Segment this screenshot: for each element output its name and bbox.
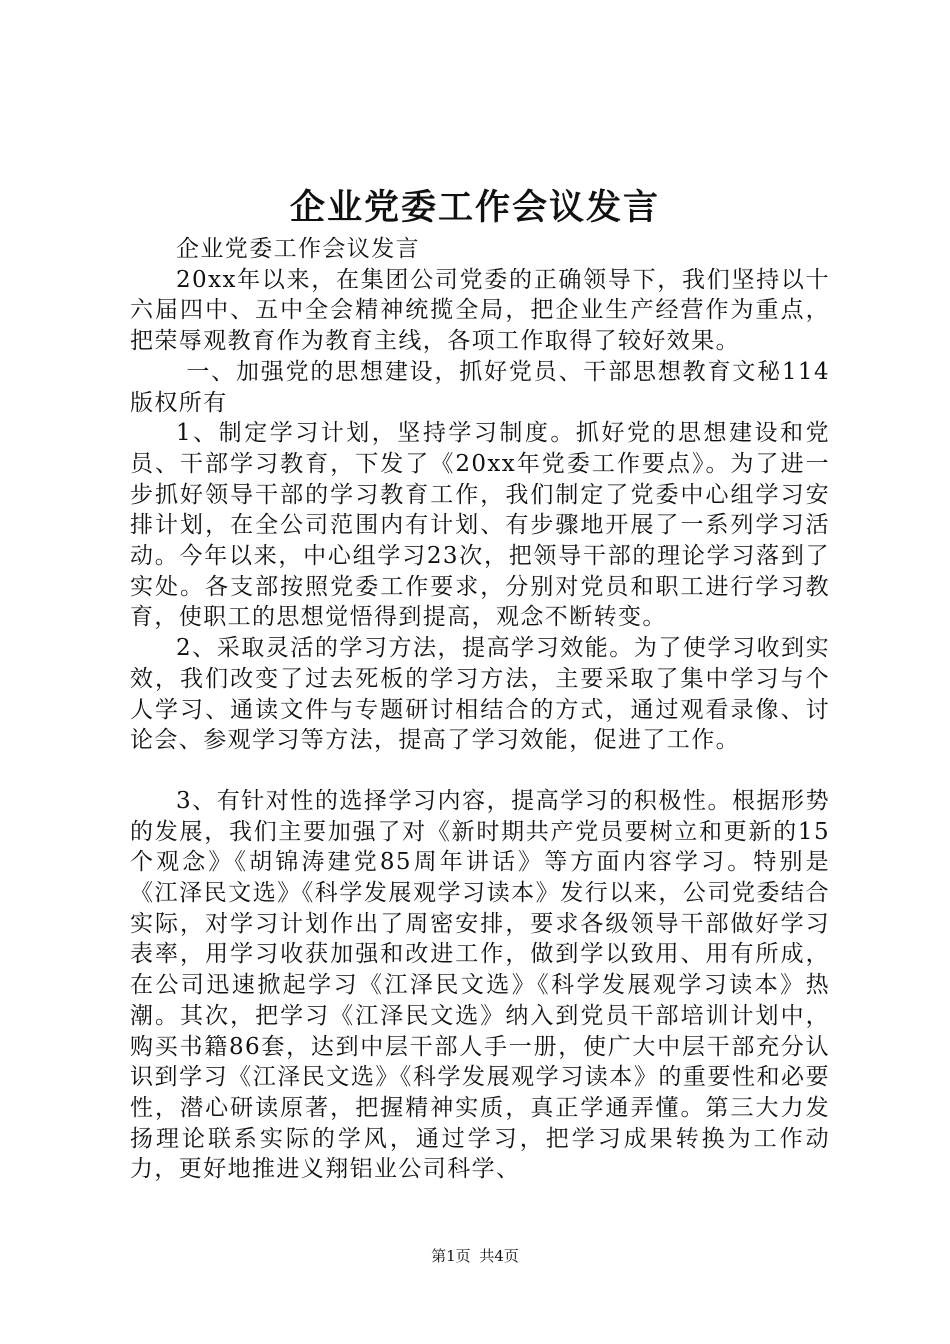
document-title: 企业党委工作会议发言: [289, 187, 660, 228]
paragraph-item-2: 2、采取灵活的学习方法，提高学习效能。为了使学习收到实效，我们改变了过去死板的学习方法，主要采取了集中学习与个人学习、通读文件与专题研讨相结合的方式，通过观看录像、讨论会、参观学习等方法，提高了学习效能，促进了工作。: [130, 635, 830, 754]
section-heading-1: 一、加强党的思想建设，抓好党员、干部思想教育文秘114版权所有: [130, 358, 830, 416]
paragraph-item-3: 3、有针对性的选择学习内容，提高学习的积极性。根据形势的发展，我们主要加强了对《新时期共产党员要树立和更新的15个观念》《胡锦涛建党85周年讲话》等方面内容学习。特别是《江泽民文选》《科学发展观学习读本》发行以来，公司党委结合实际，对学习计划作出了周密安排，要求各级领导干部做好学习表率，用学习收获加强和改进工作，做到学以致用、用有所成，在公司迅速掀起学习《江泽民文选》《科学发展观学习读本》热潮。其次，把学习《江泽民文选》纳入到党员干部培训计划中，购买书籍86套，达到中层干部人手一册，使广大中层干部充分认识到学习《江泽民文选》《科学发展观学习读本》的重要性和必要性，潜心研读原著，把握精神实质，真正学通弄懂。第三大力发扬理论联系实际的学风，通过学习，把学习成果转换为工作动力，更好地推进义翔铝业公司科学、: [130, 787, 830, 1183]
page-number: 第1页: [431, 1247, 471, 1265]
page-total: 共4页: [479, 1247, 519, 1265]
page-footer: [0, 1246, 950, 1266]
paragraph-item-1: 1、制定学习计划，坚持学习制度。抓好党的思想建设和党员、干部学习教育，下发了《20xx年党委工作要点》。为了进一步抓好领导干部的学习教育工作，我们制定了党委中心组学习安排计划，在全公司范围内有计划、有步骤地开展了一系列学习活动。今年以来，中心组学习23次，把领导干部的理论学习落到了实处。各支部按照党委工作要求，分别对党员和职工进行学习教育，使职工的思想觉悟得到提高，观念不断转变。: [130, 420, 830, 631]
paragraph-subtitle: 企业党委工作会议发言: [176, 236, 420, 262]
document-body: [130, 234, 830, 1185]
paragraph-intro: 20xx年以来，在集团公司党委的正确领导下，我们坚持以十六届四中、五中全会精神统揽全局，把企业生产经营作为重点，把荣辱观教育作为教育主线，各项工作取得了较好效果。: [130, 266, 830, 355]
